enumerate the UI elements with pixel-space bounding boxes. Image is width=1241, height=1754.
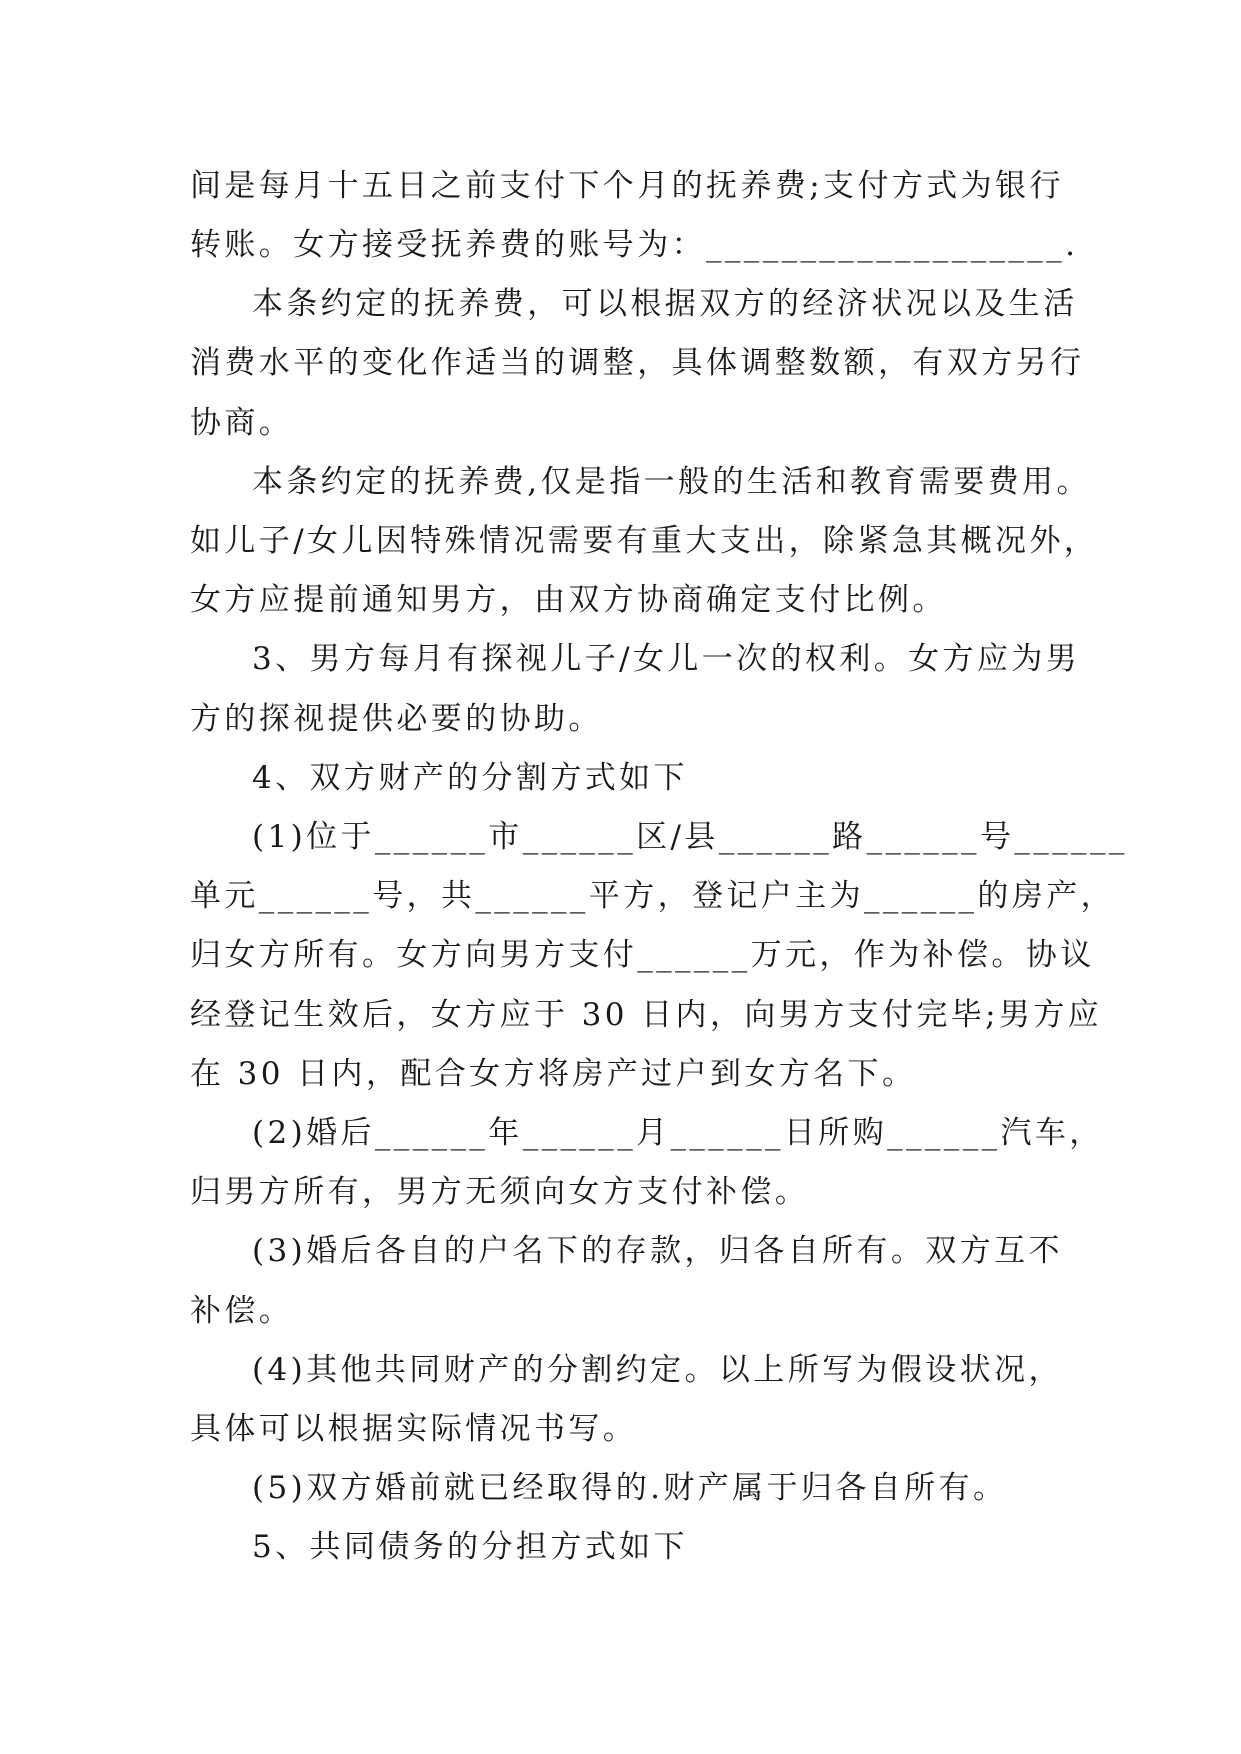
paragraph-start-line: (3)婚后各自的户名下的存款，归各自所有。双方互不: [252, 1233, 1063, 1269]
paragraph-start-line: 本条约定的抚养费,仅是指一般的生活和教育需要费用。: [252, 464, 1091, 500]
paragraph-start-line: (2)婚后______年______月______日所购______汽车，: [252, 1115, 1104, 1151]
text-line: 在 30 日内，配合女方将房产过户到女方名下。: [190, 1056, 917, 1092]
text-line: 单元______号，共______平方，登记户主为______的房产，: [190, 878, 1115, 914]
text-line: 补偿。: [190, 1293, 294, 1329]
paragraph-start-line: 3、男方每月有探视儿子/女儿一次的权利。女方应为男: [252, 641, 1081, 677]
text-line: 消费水平的变化作适当的调整，具体调整数额，有双方另行: [190, 345, 1085, 381]
text-line: 归女方所有。女方向男方支付______万元，作为补偿。协议: [190, 937, 1095, 973]
text-line: 归男方所有，男方无须向女方支付补偿。: [190, 1174, 810, 1210]
text-line: 协商。: [190, 405, 294, 441]
paragraph-start-line: (1)位于______市______区/县______路______号______: [252, 819, 1128, 855]
text-line: 转账。女方接受抚养费的账号为：___________________.: [190, 227, 1079, 263]
section-heading: 5、共同债务的分担方式如下: [252, 1529, 688, 1565]
section-heading: 4、双方财产的分割方式如下: [252, 760, 688, 796]
text-line: 具体可以根据实际情况书写。: [190, 1411, 638, 1447]
text-line: 如儿子/女儿因特殊情况需要有重大支出，除紧急其概况外，: [190, 523, 1099, 559]
paragraph-start-line: 本条约定的抚养费，可以根据双方的经济状况以及生活: [252, 286, 1078, 322]
paragraph-start-line: (5)双方婚前就已经取得的.财产属于归各自所有。: [252, 1470, 1008, 1506]
paragraph-start-line: (4)其他共同财产的分割约定。以上所写为假设状况，: [252, 1352, 1063, 1388]
text-line: 经登记生效后，女方应于 30 日内，向男方支付完毕;男方应: [190, 997, 1103, 1033]
text-line: 方的探视提供必要的协助。: [190, 701, 603, 737]
text-line: 女方应提前通知男方，由双方协商确定支付比例。: [190, 582, 947, 618]
text-line: 间是每月十五日之前支付下个月的抚养费;支付方式为银行: [190, 168, 1064, 204]
